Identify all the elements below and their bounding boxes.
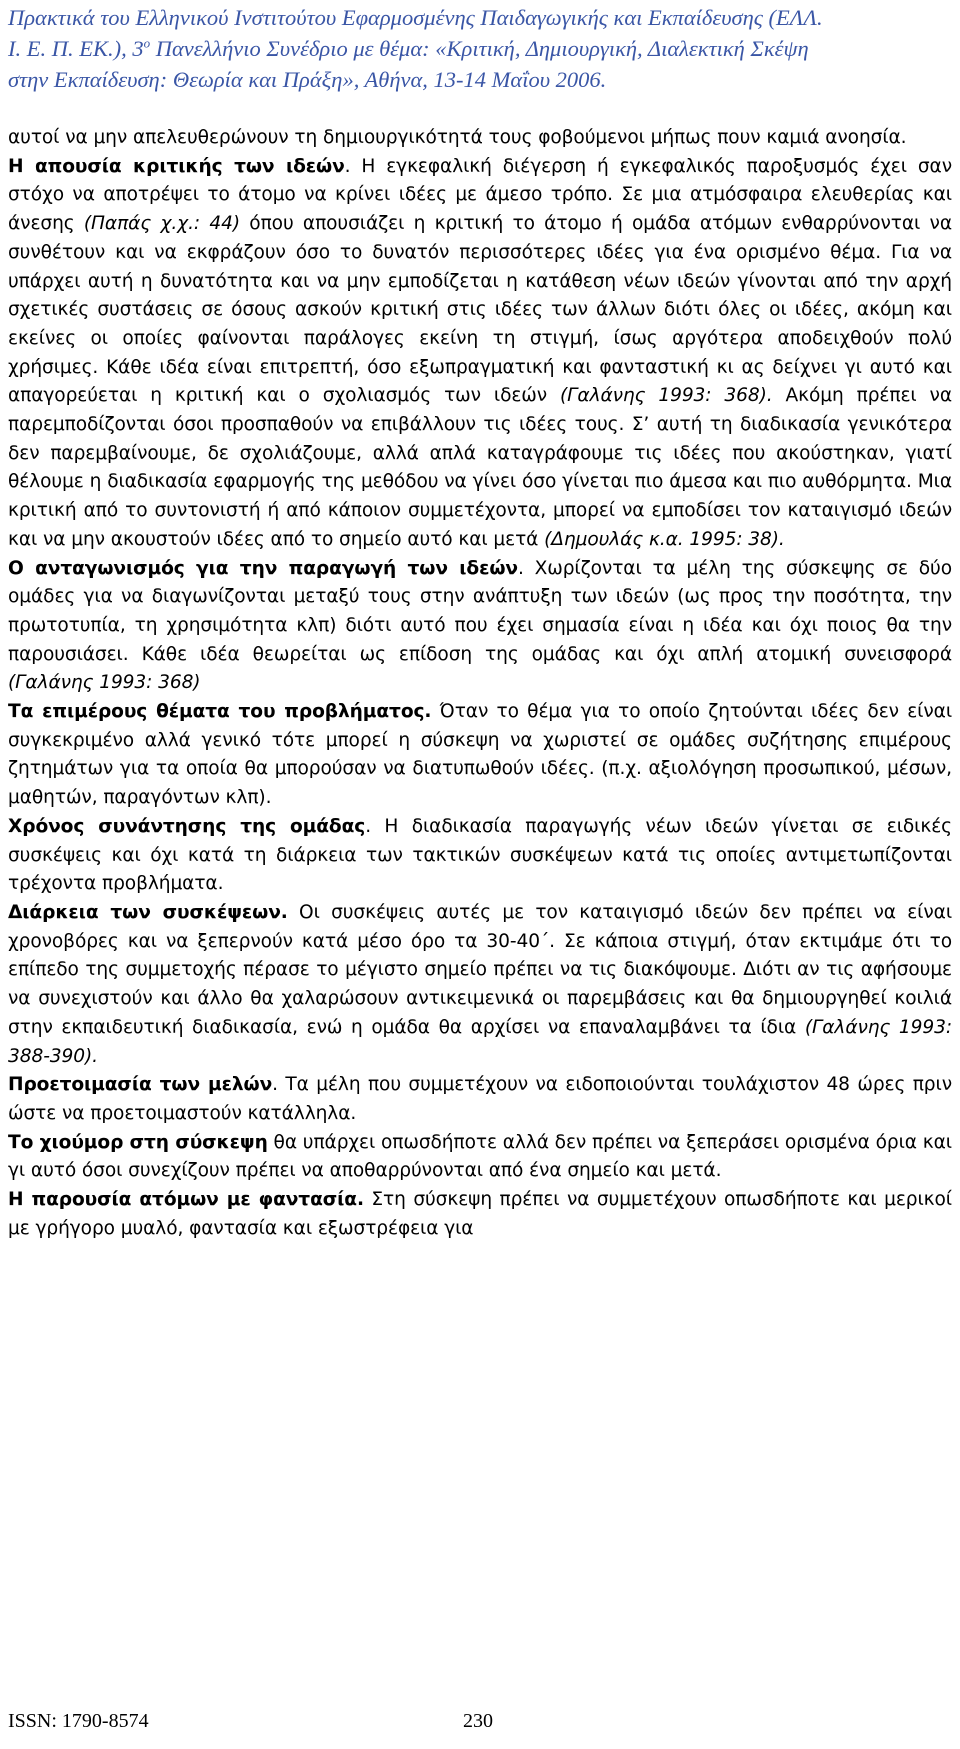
paragraph-competition (8, 555, 952, 699)
header-line-1: Πρακτικά του Ελληνικού Ινστιτούτου Εφαρμοσμένης Παιδαγωγικής και Εκπαίδευσης (ΕΛΛ. (8, 5, 823, 30)
section-heading: Η απουσία κριτικής των ιδεών (8, 155, 345, 177)
citation: (Γαλάνης 1993: 368) (8, 672, 201, 694)
proceedings-header (8, 2, 953, 95)
paragraph-humor (8, 1129, 952, 1186)
citation: (Παπάς χ.χ.: 44) (83, 213, 240, 235)
paragraph-text: όπου απουσιάζει η κριτική το άτομο ή ομάδα ατόμων ενθαρρύνονται να συνθέτουν και να εκφράζουν όσο το δυνατόν περισσότερες ιδέες για ένα ορισμένο θέμα. Για να υπάρχει αυτή η δυνατότητα και να μην εμποδίζεται η κατάθεση νέων ιδεών γίνονται από την αρχή σχετικές συστάσεις σε όσους ασκούν κριτική στις ιδέες των άλλων διότι όλες οι ιδέες, ακόμη και εκείνες οι οποίες φαίνονται παράλογες εκείνη τη στιγμή, ίσως αργότερα αποδειχθούν πολύ χρήσιμες. Κάθε ιδέα είναι επιτρεπτή, όσο εξωπραγματική και φανταστική κι ας δείχνει γι αυτό και απαγορεύεται η κριτική και ο σχολιασμός των ιδεών (8, 213, 952, 407)
paragraph-absence-of-criticism (8, 153, 952, 555)
paragraph-text: αυτοί να μην απελευθερώνουν τη δημιουργικότητά τους φοβούμενοι μήπως πουν καμιά ανοησία. (8, 127, 907, 148)
paragraph-text: . Η διαδικασία παραγωγής νέων ιδεών γίνεται σε ειδικές συσκέψεις και όχι κατά τη διάρκεια των τακτικών συσκέψεων κατά τις οποίες αντιμετωπίζονται τρέχοντα προβλήματα. (8, 815, 952, 895)
citation: (Γαλάνης 1993: 388-390). (8, 1016, 953, 1067)
page-number: 230 (463, 1710, 493, 1732)
citation: (Γαλάνης 1993: 368). (560, 385, 773, 407)
section-heading: Το χιούμορ στη σύσκεψη (8, 1131, 268, 1153)
page-footer (8, 1710, 952, 1740)
section-heading: Τα επιμέρους θέματα του προβλήματος. (8, 701, 432, 723)
paragraph-text: . Η εγκεφαλική διέγερση ή εγκεφαλικός παροξυσμός έχει σαν στόχο να αποτρέψει το άτομο να κρίνει ιδέες με άμεσο τρόπο. Σε μια ατμόσφαιρα ελευθερίας και άνεσης (8, 155, 952, 235)
header-line-2-start: Ι. Ε. Π. ΕΚ.), 3 (8, 36, 144, 61)
paragraph-text: Όταν το θέμα για το οποίο ζητούνται ιδέες δεν είναι συγκεκριμένο αλλά γενικό τότε μπορεί η σύσκεψη να χωριστεί σε ομάδες συζήτησης επιμέρους ζητημάτων για τα οποία θα μπορούσαν να διατυπωθούν ιδέες. (π.χ. αξιολόγηση προσωπικού, μέσων, μαθητών, παραγόντων κλπ). (8, 701, 953, 809)
paragraph-preparation (8, 1071, 952, 1128)
paragraph-imagination (8, 1186, 952, 1243)
paragraph-text: . Χωρίζονται τα μέλη της σύσκεψης σε δύο ομάδες για να διαγωνίζονται μεταξύ τους στην ανάπτυξη των ιδεών (ως προς την ποσότητα, την πρωτοτυπία, τη χρησιμότητα κλπ) διότι αυτό που έχει σημασία είναι η ιδέα και όχι ποιος θα την παρουσιάσει. Κάθε ιδέα θεωρείται ως επίδοση της ομάδας και όχι απλή ατομική συνεισφορά (8, 557, 952, 665)
header-line-2-end: Πανελλήνιο Συνέδριο με θέμα: «Κριτική, Δημιουργική, Διαλεκτική Σκέψη (150, 36, 809, 61)
section-heading: Ο ανταγωνισμός για την παραγωγή των ιδεών (8, 557, 518, 579)
header-line-3: στην Εκπαίδευση: Θεωρία και Πράξη», Αθήνα, 13-14 Μαΐου 2006. (8, 67, 607, 92)
paragraph-subtopics (8, 698, 952, 813)
paragraph-text: Οι συσκέψεις αυτές με τον καταιγισμό ιδεών δεν πρέπει να είναι χρονοβόρες και να ξεπερνούν κατά μέσο όρο τα 30-40΄. Σε κάποια στιγμή, όταν εκτιμάμε ότι το επίπεδο της συμμετοχής πέρασε το μέγιστο σημείο πρέπει να τις διακόψουμε. Διότι αν τις αφήσουμε να συνεχιστούν και άλλο θα χαλαρώσουν αντικειμενικά οι παρεμβάσεις και θα δημιουργηθεί κοιλιά στην εκπαιδευτική διαδικασία, ενώ η ομάδα θα αρχίσει να επαναλαμβάνει τα ίδια (8, 901, 953, 1038)
paragraph-text: θα υπάρχει οπωσδήποτε αλλά δεν πρέπει να ξεπεράσει ορισμένα όρια και γι αυτό όσοι συνεχίζουν πρέπει να αποθαρρύνονται από ένα σημείο και μετά. (8, 1131, 952, 1182)
section-heading: Χρόνος συνάντησης της ομάδας (8, 815, 366, 837)
paragraph-text: Στη σύσκεψη πρέπει να συμμετέχουν οπωσδήποτε και μερικοί με γρήγορο μυαλό, φαντασία και εξωστρέφεια για (8, 1189, 952, 1239)
paragraph-meeting-time (8, 813, 952, 899)
issn-label: ISSN: 1790-8574 (8, 1710, 149, 1732)
article-body (8, 124, 952, 1243)
paragraph-continuation (8, 124, 952, 153)
section-heading: Η παρουσία ατόμων με φαντασία. (8, 1189, 364, 1211)
paragraph-duration (8, 899, 952, 1071)
section-heading: Προετοιμασία των μελών (8, 1074, 273, 1096)
paragraph-text: Ακόμη πρέπει να παρεμποδίζονται όσοι προσπαθούν να επιβάλλουν τις ιδέες τους. Σ’ αυτή τη διαδικασία γενικότερα δεν παρεμβαίνουμε, δε σχολιάζουμε, αλλά απλά καταγράφουμε τις ιδέες που ακούστηκαν, γιατί θέλουμε η διαδικασία εφαρμογής της μεθόδου να γίνει όσο γίνεται πιο άμεσα και πιο αυθόρμητα. Μια κριτική από το συντονιστή ή από κάποιον συμμετέχοντα, μπορεί να εμποδίσει τον καταιγισμό ιδεών και να μην ακουστούν ιδέες από το σημείο αυτό και μετά (8, 385, 952, 550)
citation: (Δημουλάς κ.α. 1995: 38). (544, 528, 785, 550)
paragraph-text: . Τα μέλη που συμμετέχουν να ειδοποιούνται τουλάχιστον 48 ώρες πριν ώστε να προετοιμαστούν κατάλληλα. (8, 1074, 952, 1124)
ordinal-superscript: ο (143, 35, 151, 51)
header-line-2 (8, 33, 953, 64)
section-heading: Διάρκεια των συσκέψεων. (8, 901, 288, 923)
